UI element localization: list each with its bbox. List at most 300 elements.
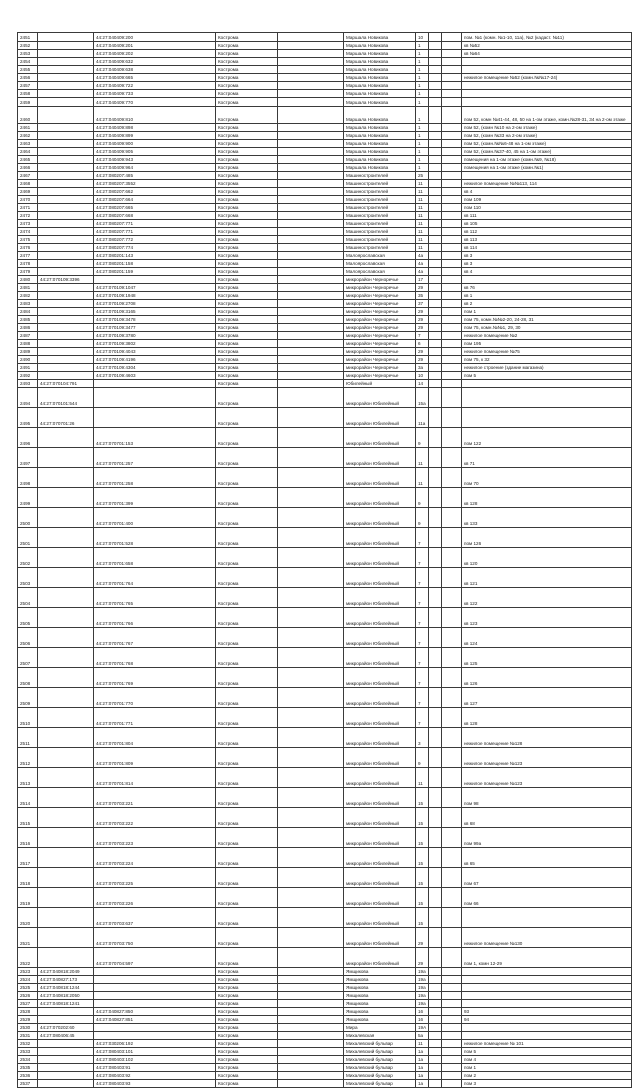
empty-cell xyxy=(442,708,462,728)
row-number: 2507 xyxy=(18,648,38,668)
cadastral-number-left xyxy=(38,1064,94,1072)
table-row xyxy=(18,260,632,268)
cadastral-number: 44:27:070701:767 xyxy=(94,628,216,648)
empty-cell xyxy=(278,1040,344,1048)
cadastral-number: 44:27:080207:774 xyxy=(94,244,216,252)
empty-cell xyxy=(442,364,462,372)
empty-cell xyxy=(278,364,344,372)
empty-cell xyxy=(442,768,462,788)
premises-note-cell: нежилое помещение №128 xyxy=(462,728,632,748)
cadastral-number: 44:27:070109:3477 xyxy=(94,324,216,332)
empty-cell xyxy=(278,648,344,668)
cadastral-number-left xyxy=(38,164,94,172)
table-row xyxy=(18,332,632,340)
premises-note-cell: кв 127 xyxy=(462,688,632,708)
street-cell: Маршала Новикова xyxy=(344,74,416,82)
cadastral-number: 44:27:080201:158 xyxy=(94,260,216,268)
empty-cell xyxy=(429,428,442,448)
premises-note-cell: нежилое строение (здание магазина) xyxy=(462,364,632,372)
row-number: 2491 xyxy=(18,364,38,372)
cadastral-number-left xyxy=(38,488,94,508)
row-number: 2523 xyxy=(18,968,38,976)
street-cell: Машиностроителей xyxy=(344,172,416,180)
house-number-cell: 19а xyxy=(416,976,429,984)
cadastral-number-left xyxy=(38,928,94,948)
empty-cell xyxy=(442,968,462,976)
cadastral-number: 44:27:070701:766 xyxy=(94,608,216,628)
house-number-cell: 1 xyxy=(416,74,429,82)
empty-cell xyxy=(429,728,442,748)
premises-note-cell: пом 1, комн 12-29 xyxy=(462,948,632,968)
empty-cell xyxy=(429,908,442,928)
empty-cell xyxy=(429,172,442,180)
house-number-cell: 29 xyxy=(416,348,429,356)
cadastral-number xyxy=(94,976,216,984)
city-cell: Кострома xyxy=(216,300,278,308)
table-row xyxy=(18,388,632,408)
row-number: 2487 xyxy=(18,332,38,340)
table-row xyxy=(18,976,632,984)
city-cell: Кострома xyxy=(216,196,278,204)
empty-cell xyxy=(429,868,442,888)
street-cell: микрорайон Черноречье xyxy=(344,308,416,316)
premises-note-cell xyxy=(462,58,632,66)
table-row xyxy=(18,1040,632,1048)
street-cell: Маршала Новикова xyxy=(344,124,416,132)
empty-cell xyxy=(442,984,462,992)
house-number-cell: 25 xyxy=(416,172,429,180)
street-cell: Маршала Новикова xyxy=(344,42,416,50)
table-row xyxy=(18,588,632,608)
row-number: 2519 xyxy=(18,888,38,908)
cadastral-number-left xyxy=(38,568,94,588)
house-number-cell: 1а xyxy=(416,1080,429,1088)
house-number-cell: 19а xyxy=(416,968,429,976)
city-cell: Кострома xyxy=(216,948,278,968)
table-row xyxy=(18,908,632,928)
table-row xyxy=(18,1000,632,1008)
cadastral-number: 44:27:070701:771 xyxy=(94,708,216,728)
premises-note-cell xyxy=(462,276,632,284)
cadastral-number: 44:27:040409:900 xyxy=(94,140,216,148)
street-cell: микрорайон Черноречье xyxy=(344,276,416,284)
street-cell: микрорайон Юбилейный xyxy=(344,628,416,648)
street-cell: микрорайон Юбилейный xyxy=(344,888,416,908)
premises-note-cell: кв 2 xyxy=(462,300,632,308)
cadastral-number: 44:27:040409:733 xyxy=(94,90,216,98)
street-cell: Маршала Новикова xyxy=(344,50,416,58)
street-cell: Ямщикова xyxy=(344,976,416,984)
street-cell: микрорайон Юбилейный xyxy=(344,488,416,508)
street-cell: микрорайон Юбилейный xyxy=(344,788,416,808)
house-number-cell: 1 xyxy=(416,90,429,98)
city-cell: Кострома xyxy=(216,140,278,148)
empty-cell xyxy=(278,428,344,448)
empty-cell xyxy=(442,82,462,90)
row-number: 2506 xyxy=(18,628,38,648)
cadastral-number: 44:27:070703:221 xyxy=(94,788,216,808)
row-number: 2476 xyxy=(18,244,38,252)
empty-cell xyxy=(442,1080,462,1088)
empty-cell xyxy=(278,976,344,984)
empty-cell xyxy=(278,1016,344,1024)
house-number-cell: 5а xyxy=(416,1032,429,1040)
table-row xyxy=(18,508,632,528)
empty-cell xyxy=(442,1016,462,1024)
street-cell: микрорайон Юбилейный xyxy=(344,608,416,628)
table-row xyxy=(18,428,632,448)
cadastral-number-left: 44:27:040818:2049 xyxy=(38,968,94,976)
empty-cell xyxy=(429,244,442,252)
cadastral-number-left xyxy=(38,228,94,236)
cadastral-number: 44:27:070109:3780 xyxy=(94,332,216,340)
house-number-cell: 19а xyxy=(416,992,429,1000)
empty-cell xyxy=(442,164,462,172)
city-cell: Кострома xyxy=(216,66,278,74)
empty-cell xyxy=(442,588,462,608)
table-row xyxy=(18,768,632,788)
house-number-cell: 6 xyxy=(416,340,429,348)
street-cell: Ямщикова xyxy=(344,1008,416,1016)
empty-cell xyxy=(442,1056,462,1064)
city-cell: Кострома xyxy=(216,608,278,628)
table-row xyxy=(18,58,632,66)
empty-cell xyxy=(278,1072,344,1080)
empty-cell xyxy=(429,66,442,74)
empty-cell xyxy=(278,984,344,992)
row-number: 2456 xyxy=(18,74,38,82)
row-number: 2503 xyxy=(18,568,38,588)
premises-note-cell xyxy=(462,1032,632,1040)
premises-note-cell: пом 5 xyxy=(462,1048,632,1056)
row-number: 2475 xyxy=(18,236,38,244)
cadastral-number xyxy=(94,1000,216,1008)
premises-note-cell: пом 52, комн №41-44, 48, 50 на 1-ом этаже, комн.№28-31, 34 на 2-ом этаже xyxy=(462,107,632,124)
street-cell: микрорайон Черноречье xyxy=(344,332,416,340)
street-cell: микрорайон Юбилейный xyxy=(344,428,416,448)
cadastral-number: 44:27:070701:153 xyxy=(94,428,216,448)
row-number: 2509 xyxy=(18,688,38,708)
house-number-cell: 7 xyxy=(416,708,429,728)
city-cell: Кострома xyxy=(216,548,278,568)
empty-cell xyxy=(442,648,462,668)
cadastral-number-left xyxy=(38,808,94,828)
empty-cell xyxy=(278,292,344,300)
city-cell: Кострома xyxy=(216,828,278,848)
cadastral-number: 44:27:070701:814 xyxy=(94,768,216,788)
city-cell: Кострома xyxy=(216,808,278,828)
empty-cell xyxy=(442,468,462,488)
empty-cell xyxy=(429,372,442,380)
empty-cell xyxy=(278,928,344,948)
street-cell: Машиностроителей xyxy=(344,204,416,212)
empty-cell xyxy=(429,188,442,196)
premises-note-cell: кв 123 xyxy=(462,608,632,628)
house-number-cell: 1 xyxy=(416,82,429,90)
city-cell: Кострома xyxy=(216,220,278,228)
cadastral-number: 44:27:080403:102 xyxy=(94,1056,216,1064)
city-cell: Кострома xyxy=(216,252,278,260)
empty-cell xyxy=(429,608,442,628)
house-number-cell: 15 xyxy=(416,888,429,908)
table-row xyxy=(18,468,632,488)
cadastral-number: 44:27:080403:101 xyxy=(94,1048,216,1056)
cadastral-number-left xyxy=(38,132,94,140)
empty-cell xyxy=(442,992,462,1000)
empty-cell xyxy=(442,356,462,364)
city-cell: Кострома xyxy=(216,568,278,588)
street-cell: микрорайон Юбилейный xyxy=(344,528,416,548)
empty-cell xyxy=(429,828,442,848)
empty-cell xyxy=(442,33,462,42)
empty-cell xyxy=(442,212,462,220)
street-cell: Маршала Новикова xyxy=(344,107,416,124)
premises-note-cell: пом 122 xyxy=(462,428,632,448)
empty-cell xyxy=(429,196,442,204)
street-cell: Михалевский бульвар xyxy=(344,1056,416,1064)
empty-cell xyxy=(442,180,462,188)
house-number-cell: 1а xyxy=(416,1064,429,1072)
row-number: 2537 xyxy=(18,1080,38,1088)
empty-cell xyxy=(442,608,462,628)
row-number: 2511 xyxy=(18,728,38,748)
house-number-cell: 9 xyxy=(416,428,429,448)
premises-note-cell: кв 121 xyxy=(462,568,632,588)
house-number-cell: 11 xyxy=(416,448,429,468)
table-row xyxy=(18,292,632,300)
premises-note-cell xyxy=(462,984,632,992)
house-number-cell: 29 xyxy=(416,948,429,968)
premises-note-cell xyxy=(462,408,632,428)
house-number-cell: 1 xyxy=(416,42,429,50)
table-row xyxy=(18,1072,632,1080)
row-number: 2455 xyxy=(18,66,38,74)
cadastral-number: 44:27:040409:905 xyxy=(94,148,216,156)
premises-note-cell: пом. №1 (комн. №1-10, 11а), №2 (кадаст. №11) xyxy=(462,33,632,42)
premises-note-cell: пом 75, комн.№№2-20, 24-28, 31 xyxy=(462,316,632,324)
city-cell: Кострома xyxy=(216,468,278,488)
house-number-cell: 1 xyxy=(416,148,429,156)
empty-cell xyxy=(429,356,442,364)
cadastral-number-left: 44:27:040818:2050 xyxy=(38,992,94,1000)
empty-cell xyxy=(429,236,442,244)
empty-cell xyxy=(278,132,344,140)
city-cell: Кострома xyxy=(216,488,278,508)
table-row xyxy=(18,668,632,688)
house-number-cell: 15 xyxy=(416,868,429,888)
table-row xyxy=(18,488,632,508)
empty-cell xyxy=(278,1008,344,1016)
house-number-cell: 9 xyxy=(416,748,429,768)
house-number-cell: 7 xyxy=(416,608,429,628)
empty-cell xyxy=(429,364,442,372)
table-row xyxy=(18,204,632,212)
empty-cell xyxy=(278,568,344,588)
cadastral-number: 44:27:040409:632 xyxy=(94,58,216,66)
premises-note-cell xyxy=(462,992,632,1000)
table-row xyxy=(18,528,632,548)
cadastral-number-left: 44:27:070202:60 xyxy=(38,1024,94,1032)
street-cell: Маршала Новикова xyxy=(344,140,416,148)
city-cell: Кострома xyxy=(216,1016,278,1024)
city-cell: Кострома xyxy=(216,236,278,244)
cadastral-number: 44:27:040409:770 xyxy=(94,98,216,107)
city-cell: Кострома xyxy=(216,992,278,1000)
cadastral-number-left xyxy=(38,608,94,628)
empty-cell xyxy=(442,188,462,196)
cadastral-number: 44:27:070701:257 xyxy=(94,448,216,468)
cadastral-number: 44:27:080207:485 xyxy=(94,172,216,180)
city-cell: Кострома xyxy=(216,164,278,172)
city-cell: Кострома xyxy=(216,292,278,300)
cadastral-number-left xyxy=(38,768,94,788)
house-number-cell: 15 xyxy=(416,828,429,848)
empty-cell xyxy=(278,50,344,58)
cadastral-number-left xyxy=(38,728,94,748)
empty-cell xyxy=(278,220,344,228)
premises-note-cell: нежилое помещение №№113, 114 xyxy=(462,180,632,188)
row-number: 2502 xyxy=(18,548,38,568)
house-number-cell: 14 xyxy=(416,380,429,388)
city-cell: Кострома xyxy=(216,156,278,164)
city-cell: Кострома xyxy=(216,1072,278,1080)
cadastral-number-left xyxy=(38,74,94,82)
table-row xyxy=(18,124,632,132)
row-number: 2490 xyxy=(18,356,38,364)
street-cell: микрорайон Юбилейный xyxy=(344,648,416,668)
cadastral-number-left xyxy=(38,648,94,668)
cadastral-number: 44:27:070703:225 xyxy=(94,868,216,888)
house-number-cell: 11 xyxy=(416,1040,429,1048)
cadastral-number: 44:27:070704:597 xyxy=(94,948,216,968)
street-cell: Маршала Новикова xyxy=(344,66,416,74)
empty-cell xyxy=(442,244,462,252)
house-number-cell: 7 xyxy=(416,628,429,648)
row-number: 2457 xyxy=(18,82,38,90)
empty-cell xyxy=(429,276,442,284)
empty-cell xyxy=(442,372,462,380)
empty-cell xyxy=(429,164,442,172)
table-row xyxy=(18,236,632,244)
empty-cell xyxy=(429,33,442,42)
street-cell: Михалевский бульвар xyxy=(344,1064,416,1072)
table-row xyxy=(18,156,632,164)
house-number-cell: 1а xyxy=(416,1048,429,1056)
empty-cell xyxy=(278,300,344,308)
premises-note-cell: кв 120 xyxy=(462,548,632,568)
premises-note-cell: пом 52, (комн №10 на 2-ом этаже) xyxy=(462,124,632,132)
cadastral-number: 44:27:040409:898 xyxy=(94,124,216,132)
city-cell: Кострома xyxy=(216,276,278,284)
city-cell: Кострома xyxy=(216,50,278,58)
city-cell: Кострома xyxy=(216,648,278,668)
cadastral-number: 44:27:080207:668 xyxy=(94,212,216,220)
empty-cell xyxy=(442,132,462,140)
cadastral-number: 44:27:070701:769 xyxy=(94,668,216,688)
table-row xyxy=(18,868,632,888)
cadastral-number-left xyxy=(38,1040,94,1048)
cadastral-number-left xyxy=(38,140,94,148)
empty-cell xyxy=(442,316,462,324)
empty-cell xyxy=(429,976,442,984)
empty-cell xyxy=(429,50,442,58)
premises-note-cell: кв 105 xyxy=(462,220,632,228)
house-number-cell: 7 xyxy=(416,528,429,548)
empty-cell xyxy=(278,188,344,196)
cadastral-number-left xyxy=(38,868,94,888)
empty-cell xyxy=(429,124,442,132)
row-number: 2526 xyxy=(18,992,38,1000)
city-cell: Кострома xyxy=(216,107,278,124)
table-row xyxy=(18,276,632,284)
table-row xyxy=(18,748,632,768)
street-cell: микрорайон Юбилейный xyxy=(344,548,416,568)
empty-cell xyxy=(429,748,442,768)
empty-cell xyxy=(442,90,462,98)
cadastral-number-left: 44:27:070104:791 xyxy=(38,380,94,388)
registry-rows xyxy=(18,33,632,1088)
empty-cell xyxy=(429,1024,442,1032)
empty-cell xyxy=(429,848,442,868)
table-row xyxy=(18,648,632,668)
row-number: 2500 xyxy=(18,508,38,528)
house-number-cell: 29 xyxy=(416,324,429,332)
table-row xyxy=(18,66,632,74)
empty-cell xyxy=(278,1000,344,1008)
empty-cell xyxy=(429,548,442,568)
street-cell: Машиностроителей xyxy=(344,180,416,188)
empty-cell xyxy=(442,140,462,148)
city-cell: Кострома xyxy=(216,364,278,372)
empty-cell xyxy=(442,380,462,388)
empty-cell xyxy=(278,33,344,42)
table-row xyxy=(18,252,632,260)
premises-note-cell: кв 113 xyxy=(462,236,632,244)
empty-cell xyxy=(429,408,442,428)
city-cell: Кострома xyxy=(216,728,278,748)
cadastral-number-left xyxy=(38,1048,94,1056)
empty-cell xyxy=(278,42,344,50)
empty-cell xyxy=(429,528,442,548)
empty-cell xyxy=(429,648,442,668)
street-cell: Юбилейный xyxy=(344,380,416,388)
cadastral-number: 44:27:080207:664 xyxy=(94,196,216,204)
city-cell: Кострома xyxy=(216,340,278,348)
table-row xyxy=(18,308,632,316)
street-cell: микрорайон Черноречье xyxy=(344,372,416,380)
city-cell: Кострома xyxy=(216,82,278,90)
row-number: 2536 xyxy=(18,1072,38,1080)
table-row xyxy=(18,708,632,728)
city-cell: Кострома xyxy=(216,1040,278,1048)
empty-cell xyxy=(278,66,344,74)
city-cell: Кострома xyxy=(216,1056,278,1064)
street-cell: Михалевский бульвар xyxy=(344,1048,416,1056)
empty-cell xyxy=(429,316,442,324)
cadastral-number-left xyxy=(38,284,94,292)
city-cell: Кострома xyxy=(216,348,278,356)
street-cell: микрорайон Юбилейный xyxy=(344,468,416,488)
street-cell: Михалевский бульвар xyxy=(344,1072,416,1080)
empty-cell xyxy=(429,90,442,98)
house-number-cell: 19а xyxy=(416,984,429,992)
premises-note-cell xyxy=(462,66,632,74)
city-cell: Кострома xyxy=(216,668,278,688)
table-row xyxy=(18,548,632,568)
premises-note-cell: кв 114 xyxy=(462,244,632,252)
empty-cell xyxy=(429,220,442,228)
empty-cell xyxy=(429,448,442,468)
